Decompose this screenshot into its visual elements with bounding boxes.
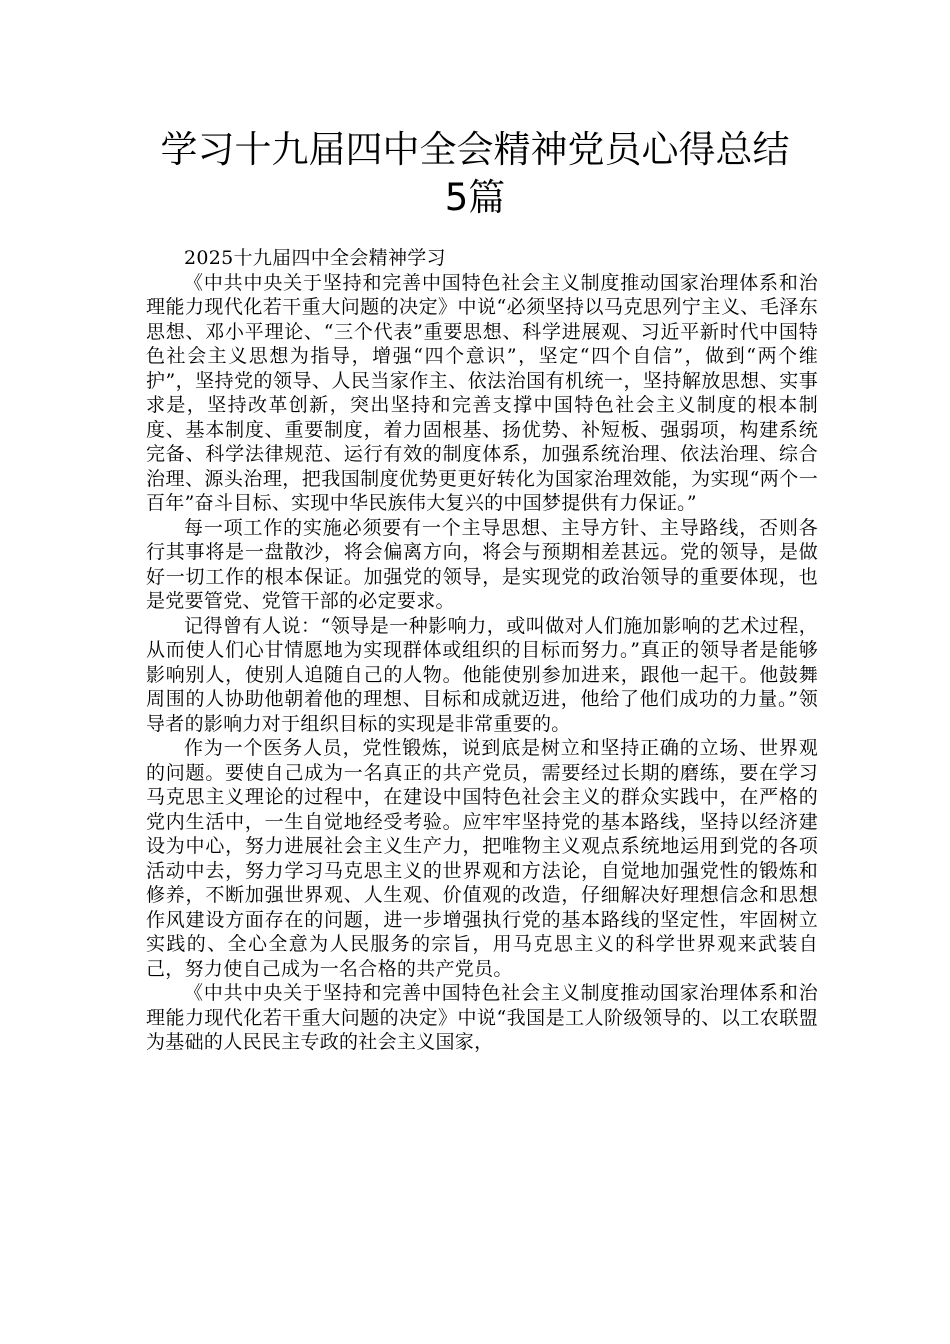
title-line-1: 学习十九届四中全会精神党员心得总结 [160,128,790,171]
document-body [146,246,818,1055]
paragraph: 《中共中央关于坚持和完善中国特色社会主义制度推动国家治理体系和治理能力现代化若干重大问题的决定》中说“我国是工人阶级领导的、以工农联盟为基础的人民民主专政的社会主义国家， [146,982,818,1053]
paragraph: 记得曾有人说：“领导是一种影响力，或叫做对人们施加影响的艺术过程，从而使人们心甘情愿地为实现群体或组织的目标而努力。”真正的领导者是能够影响别人，使别人追随自己的人物。他能使别参加进来，跟他一起干。他鼓舞周围的人协助他朝着他的理想、目标和成就迈进，他给了他们成功的力量。”领导者的影响力对于组织目标的实现是非常重要的。 [146,614,818,735]
title-line-2: 5篇 [444,176,506,219]
paragraph: 作为一个医务人员，党性锻炼，说到底是树立和坚持正确的立场、世界观的问题。要使自己成为一名真正的共产党员，需要经过长期的磨练，要在学习马克思主义理论的过程中，在建设中国特色社会主义的群众实践中，在严格的党内生活中，一生自觉地经受考验。应牢牢坚持党的基本路线，坚持以经济建设为中心，努力进展社会主义生产力，把唯物主义观点系统地运用到党的各项活动中去，努力学习马克思主义的世界观和方法论，自觉地加强党性的锻炼和修养，不断加强世界观、人生观、价值观的改造，仔细解决好理想信念和思想作风建设方面存在的问题，进一步增强执行党的基本路线的坚定性，牢固树立实践的、全心全意为人民服务的宗旨，用马克思主义的科学世界观来武装自己，努力使自己成为一名合格的共产党员。 [146,737,818,980]
paragraph: 《中共中央关于坚持和完善中国特色社会主义制度推动国家治理体系和治理能力现代化若干重大问题的决定》中说“必须坚持以马克思列宁主义、毛泽东思想、邓小平理论、“三个代表”重要思想、科学进展观、习近平新时代中国特色社会主义思想为指导，增强“四个意识”，坚定“四个自信”，做到“两个维护”，坚持党的领导、人民当家作主、依法治国有机统一，坚持解放思想、实事求是，坚持改革创新，突出坚持和完善支撑中国特色社会主义制度的根本制度、基本制度、重要制度，着力固根基、扬优势、补短板、强弱项，构建系统完备、科学法律规范、运行有效的制度体系，加强系统治理、依法治理、综合治理、源头治理，把我国制度优势更更好转化为国家治理效能，为实现“两个一百年”奋斗目标、实现中华民族伟大复兴的中国梦提供有力保证。” [146,271,818,514]
document-title [120,126,830,222]
paragraph: 每一项工作的实施必须要有一个主导思想、主导方针、主导路线，否则各行其事将是一盘散沙，将会偏离方向，将会与预期相差甚远。党的领导，是做好一切工作的根本保证。加强党的领导，是实现党的政治领导的重要体现，也是党要管党、党管干部的必定要求。 [146,516,818,612]
paragraph-subtitle: 2025十九届四中全会精神学习 [184,247,446,269]
